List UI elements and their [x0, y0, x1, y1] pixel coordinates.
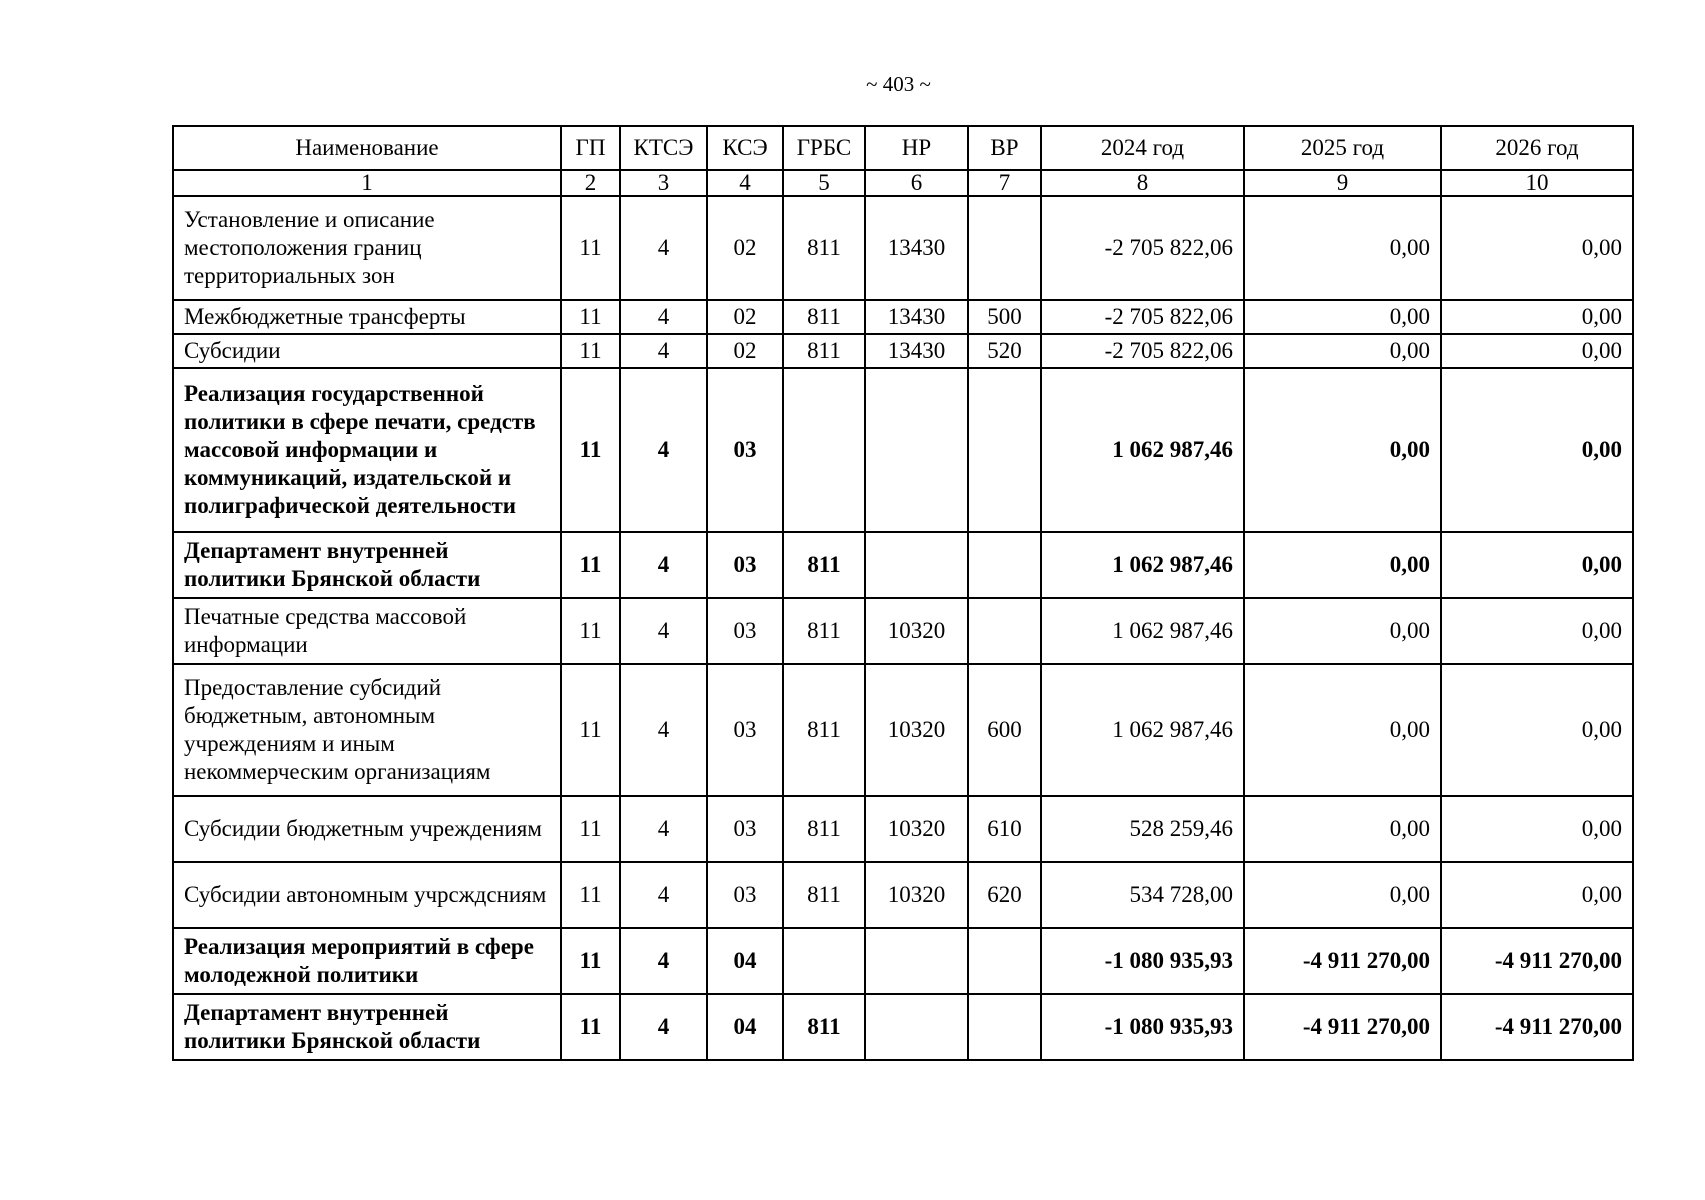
amount-2026-cell: 0,00	[1441, 862, 1633, 928]
table-row	[173, 598, 1633, 664]
grbs-cell: 811	[783, 196, 865, 300]
amount-2025-cell: 0,00	[1244, 796, 1441, 862]
header-2026: 2026 год	[1441, 126, 1633, 170]
amount-2024-cell: -2 705 822,06	[1041, 300, 1244, 334]
amount-2024-cell: -1 080 935,93	[1041, 994, 1244, 1060]
table-row	[173, 664, 1633, 796]
column-number: 6	[865, 170, 968, 196]
ktse-cell: 4	[620, 300, 707, 334]
column-number: 2	[561, 170, 620, 196]
vr-cell	[968, 928, 1041, 994]
ktse-cell: 4	[620, 532, 707, 598]
table-row	[173, 862, 1633, 928]
table-row	[173, 334, 1633, 368]
row-name-cell: Субсидии бюджетным учреждениям	[173, 796, 561, 862]
grbs-cell: 811	[783, 334, 865, 368]
header-grbs: ГРБС	[783, 126, 865, 170]
amount-2025-cell: 0,00	[1244, 664, 1441, 796]
row-name-cell: Департамент внутренней политики Брянской области	[173, 994, 561, 1060]
row-name-cell: Установление и описание местоположения границ территориальных зон	[173, 196, 561, 300]
row-name-cell: Реализация государственной политики в сфере печати, средств массовой информации и коммуникаций, издательской и полиграфической деятельности	[173, 368, 561, 532]
amount-2024-cell: -2 705 822,06	[1041, 196, 1244, 300]
amount-2026-cell: 0,00	[1441, 532, 1633, 598]
amount-2026-cell: 0,00	[1441, 368, 1633, 532]
gp-cell: 11	[561, 928, 620, 994]
ktse-cell: 4	[620, 368, 707, 532]
table-body	[173, 196, 1633, 1060]
kse-cell: 03	[707, 532, 783, 598]
column-number: 4	[707, 170, 783, 196]
amount-2025-cell: 0,00	[1244, 196, 1441, 300]
table-row	[173, 928, 1633, 994]
header-2025: 2025 год	[1244, 126, 1441, 170]
column-number: 5	[783, 170, 865, 196]
kse-cell: 02	[707, 196, 783, 300]
grbs-cell: 811	[783, 994, 865, 1060]
budget-table	[172, 125, 1634, 1061]
vr-cell: 520	[968, 334, 1041, 368]
kse-cell: 04	[707, 994, 783, 1060]
amount-2026-cell: 0,00	[1441, 598, 1633, 664]
amount-2024-cell: 1 062 987,46	[1041, 368, 1244, 532]
gp-cell: 11	[561, 796, 620, 862]
ktse-cell: 4	[620, 928, 707, 994]
header-2024: 2024 год	[1041, 126, 1244, 170]
grbs-cell	[783, 928, 865, 994]
amount-2024-cell: 534 728,00	[1041, 862, 1244, 928]
vr-cell: 620	[968, 862, 1041, 928]
row-name-cell: Межбюджетные трансферты	[173, 300, 561, 334]
vr-cell	[968, 196, 1041, 300]
amount-2025-cell: 0,00	[1244, 598, 1441, 664]
amount-2024-cell: 1 062 987,46	[1041, 664, 1244, 796]
amount-2024-cell: 528 259,46	[1041, 796, 1244, 862]
table-row	[173, 994, 1633, 1060]
nr-cell	[865, 994, 968, 1060]
amount-2026-cell: 0,00	[1441, 796, 1633, 862]
ktse-cell: 4	[620, 796, 707, 862]
grbs-cell: 811	[783, 532, 865, 598]
header-nr: НР	[865, 126, 968, 170]
kse-cell: 03	[707, 862, 783, 928]
column-numbers-row	[173, 170, 1633, 196]
vr-cell	[968, 994, 1041, 1060]
grbs-cell	[783, 368, 865, 532]
gp-cell: 11	[561, 994, 620, 1060]
column-number: 8	[1041, 170, 1244, 196]
header-row	[173, 126, 1633, 170]
header-ktse: КТСЭ	[620, 126, 707, 170]
amount-2024-cell: -1 080 935,93	[1041, 928, 1244, 994]
kse-cell: 03	[707, 368, 783, 532]
ktse-cell: 4	[620, 994, 707, 1060]
ktse-cell: 4	[620, 334, 707, 368]
row-name-cell: Печатные средства массовой информации	[173, 598, 561, 664]
grbs-cell: 811	[783, 664, 865, 796]
amount-2024-cell: -2 705 822,06	[1041, 334, 1244, 368]
table-row	[173, 196, 1633, 300]
vr-cell	[968, 532, 1041, 598]
kse-cell: 02	[707, 334, 783, 368]
column-number: 7	[968, 170, 1041, 196]
nr-cell: 13430	[865, 334, 968, 368]
gp-cell: 11	[561, 532, 620, 598]
table-row	[173, 796, 1633, 862]
gp-cell: 11	[561, 334, 620, 368]
nr-cell: 10320	[865, 862, 968, 928]
amount-2025-cell: 0,00	[1244, 862, 1441, 928]
header-gp: ГП	[561, 126, 620, 170]
amount-2026-cell: -4 911 270,00	[1441, 928, 1633, 994]
header-vr: ВР	[968, 126, 1041, 170]
table-row	[173, 532, 1633, 598]
nr-cell	[865, 532, 968, 598]
gp-cell: 11	[561, 368, 620, 532]
ktse-cell: 4	[620, 664, 707, 796]
kse-cell: 03	[707, 664, 783, 796]
amount-2026-cell: 0,00	[1441, 334, 1633, 368]
gp-cell: 11	[561, 664, 620, 796]
nr-cell	[865, 368, 968, 532]
column-number: 3	[620, 170, 707, 196]
header-kse: КСЭ	[707, 126, 783, 170]
grbs-cell: 811	[783, 598, 865, 664]
grbs-cell: 811	[783, 796, 865, 862]
amount-2025-cell: 0,00	[1244, 334, 1441, 368]
kse-cell: 03	[707, 796, 783, 862]
gp-cell: 11	[561, 300, 620, 334]
amount-2025-cell: 0,00	[1244, 300, 1441, 334]
row-name-cell: Субсидии автономным учрсждсниям	[173, 862, 561, 928]
grbs-cell: 811	[783, 862, 865, 928]
amount-2026-cell: 0,00	[1441, 664, 1633, 796]
amount-2026-cell: 0,00	[1441, 196, 1633, 300]
ktse-cell: 4	[620, 862, 707, 928]
kse-cell: 04	[707, 928, 783, 994]
vr-cell	[968, 368, 1041, 532]
grbs-cell: 811	[783, 300, 865, 334]
amount-2025-cell: 0,00	[1244, 532, 1441, 598]
vr-cell	[968, 598, 1041, 664]
amount-2024-cell: 1 062 987,46	[1041, 532, 1244, 598]
vr-cell: 500	[968, 300, 1041, 334]
kse-cell: 03	[707, 598, 783, 664]
nr-cell	[865, 928, 968, 994]
table-row	[173, 368, 1633, 532]
nr-cell: 10320	[865, 664, 968, 796]
kse-cell: 02	[707, 300, 783, 334]
row-name-cell: Реализация мероприятий в сфере молодежной политики	[173, 928, 561, 994]
vr-cell: 610	[968, 796, 1041, 862]
amount-2026-cell: -4 911 270,00	[1441, 994, 1633, 1060]
table-row	[173, 300, 1633, 334]
column-number: 1	[173, 170, 561, 196]
ktse-cell: 4	[620, 598, 707, 664]
row-name-cell: Департамент внутренней политики Брянской области	[173, 532, 561, 598]
page-number: ~ 403 ~	[866, 72, 931, 96]
header-name: Наименование	[173, 126, 561, 170]
column-number: 10	[1441, 170, 1633, 196]
amount-2025-cell: 0,00	[1244, 368, 1441, 532]
vr-cell: 600	[968, 664, 1041, 796]
gp-cell: 11	[561, 196, 620, 300]
nr-cell: 10320	[865, 796, 968, 862]
amount-2026-cell: 0,00	[1441, 300, 1633, 334]
nr-cell: 13430	[865, 196, 968, 300]
row-name-cell: Субсидии	[173, 334, 561, 368]
nr-cell: 13430	[865, 300, 968, 334]
column-number: 9	[1244, 170, 1441, 196]
gp-cell: 11	[561, 598, 620, 664]
amount-2025-cell: -4 911 270,00	[1244, 994, 1441, 1060]
gp-cell: 11	[561, 862, 620, 928]
ktse-cell: 4	[620, 196, 707, 300]
amount-2025-cell: -4 911 270,00	[1244, 928, 1441, 994]
amount-2024-cell: 1 062 987,46	[1041, 598, 1244, 664]
row-name-cell: Предоставление субсидий бюджетным, автономным учреждениям и иным некоммерческим организациям	[173, 664, 561, 796]
nr-cell: 10320	[865, 598, 968, 664]
